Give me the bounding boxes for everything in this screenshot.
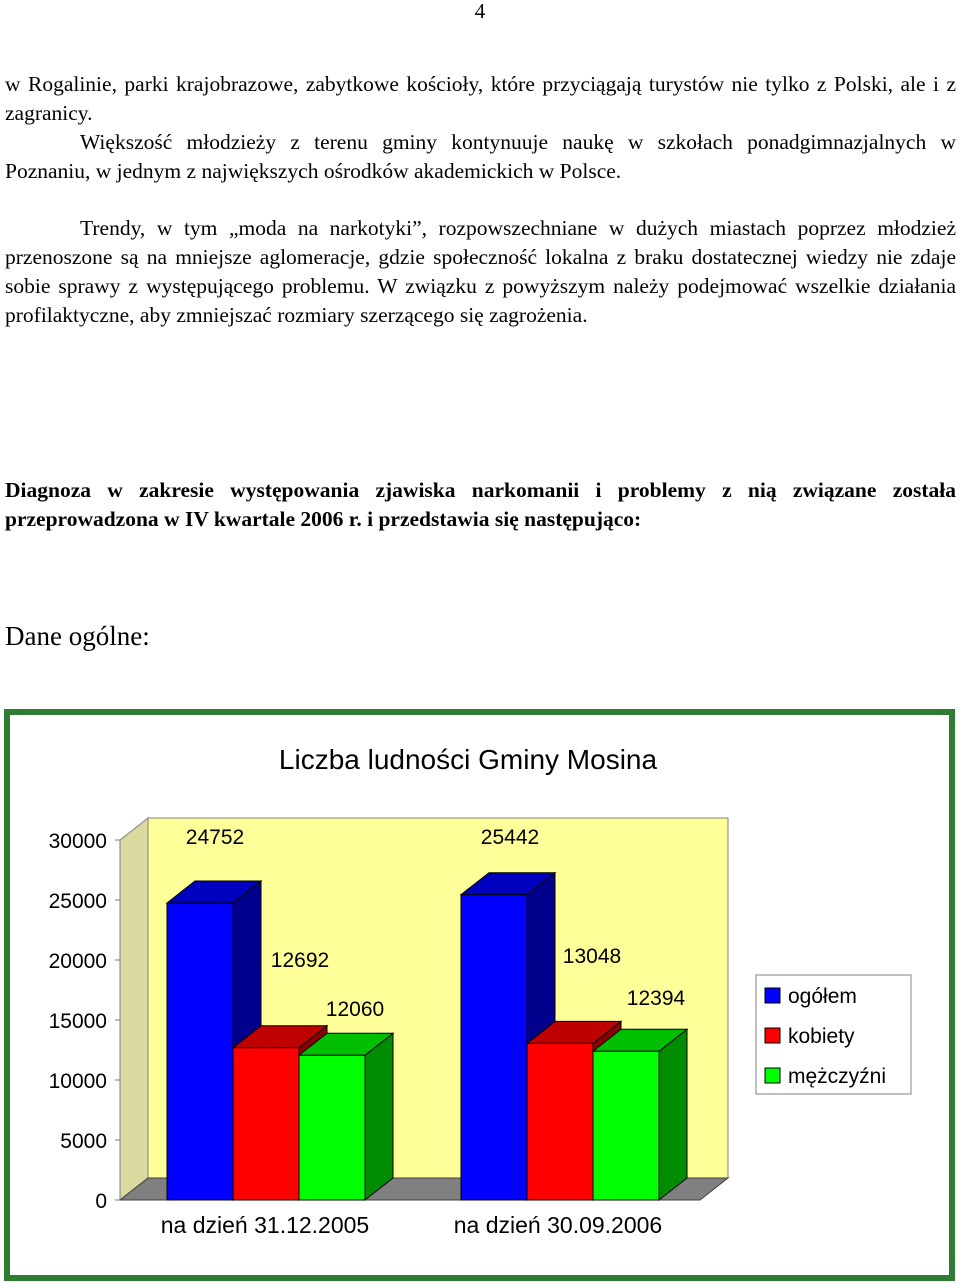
- paragraph-1: w Rogalinie, parki krajobrazowe, zabytkowe kościoły, które przyciągają turystów nie tylko z Polski, ale i z zagranicy.: [5, 72, 956, 125]
- paragraph-2: Większość młodzieży z terenu gminy kontynuuje naukę w szkołach ponadgimnazjalnych w Poznaniu, w jednym z największych ośrodków akademickich w Polsce.: [5, 130, 956, 183]
- bar: [167, 903, 233, 1200]
- data-label: 12692: [270, 949, 330, 972]
- diagnosis-paragraph: Diagnoza w zakresie występowania zjawiska narkomanii i problemy z nią związane została przeprowadzona w IV kwartale 2006 r. i przedstawia się następująco:: [5, 478, 956, 531]
- data-label: 25442: [480, 826, 540, 849]
- legend: [756, 975, 911, 1094]
- y-tick-label: 20000: [48, 950, 107, 973]
- bar: [233, 1048, 299, 1200]
- y-tick-label: 15000: [48, 1010, 107, 1033]
- x-category-label: na dzień 31.12.2005: [160, 1212, 370, 1238]
- y-tick-label: 10000: [48, 1070, 107, 1093]
- paragraph-3: Trendy, w tym „moda na narkotyki”, rozpowszechniane w dużych miastach poprzez młodzież przenoszone są na mniejsze aglomeracje, gdzie społeczność lokalna z braku dostatecznej wiedzy nie zdaje sobie sprawy z występującego problemu. W związku z powyższym należy podejmować wszelkie działania profilaktyczne, aby zmniejszać rozmiary szerzącego się zagrożenia.: [5, 216, 956, 327]
- legend-swatch: [765, 1068, 780, 1083]
- bar: [461, 895, 527, 1200]
- bar: [527, 1043, 593, 1200]
- page-number: 4: [474, 0, 486, 23]
- section-label: Dane ogólne:: [5, 621, 150, 651]
- chart-title: Liczba ludności Gminy Mosina: [278, 744, 658, 775]
- bar-side: [365, 1033, 393, 1200]
- legend-label: ogółem: [788, 985, 857, 1008]
- legend-swatch: [765, 988, 780, 1003]
- legend-label: mężczyźni: [788, 1065, 887, 1088]
- bar: [593, 1051, 659, 1200]
- y-tick-label: 0: [95, 1190, 107, 1213]
- plot-side-wall: [120, 818, 148, 1200]
- data-label: 13048: [562, 945, 622, 968]
- data-label: 12060: [325, 998, 385, 1021]
- bar-side: [659, 1029, 687, 1200]
- y-tick-label: 25000: [48, 890, 107, 913]
- bar: [299, 1055, 365, 1200]
- data-label: 24752: [185, 826, 245, 849]
- legend-label: kobiety: [788, 1025, 855, 1048]
- legend-swatch: [765, 1028, 780, 1043]
- data-label: 12394: [626, 987, 686, 1010]
- y-tick-label: 30000: [48, 830, 107, 853]
- x-category-label: na dzień 30.09.2006: [453, 1212, 663, 1238]
- y-tick-label: 5000: [60, 1130, 107, 1153]
